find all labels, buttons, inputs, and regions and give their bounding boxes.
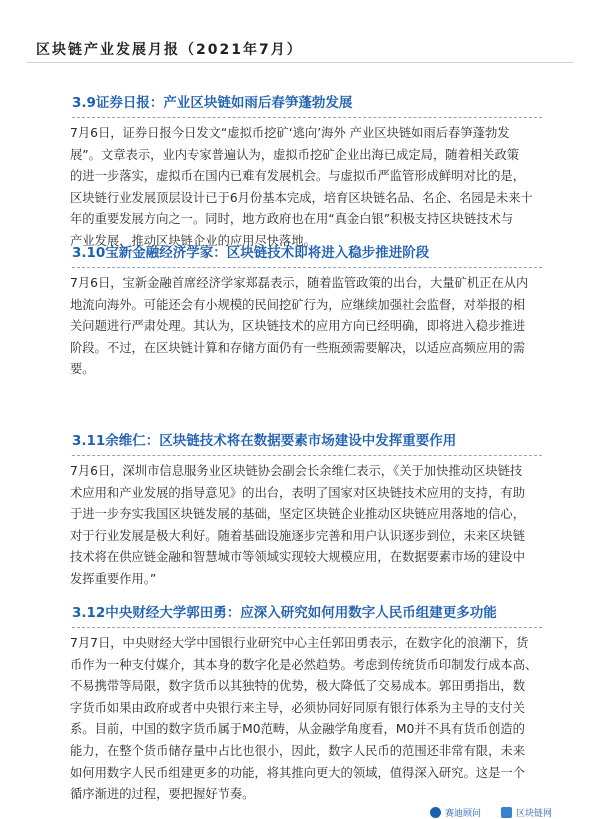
body-line: 7月6日，证券日报今日发文“虚拟币挖矿‘逃向’海外 产业区块链如雨后春笋蓬勃发 bbox=[70, 126, 510, 140]
section-title: 3.9证券日报：产业区块链如雨后春笋蓬勃发展 bbox=[72, 95, 353, 111]
body-line: 的进一步落实，虚拟币在国内已难有发展机会。与虚拟币严监管形成鲜明对比的是， bbox=[70, 169, 525, 184]
body-line: 7月6日，宝新金融首席经济学家郑磊表示，随着监管政策的出台，大量矿机正在从内 bbox=[70, 276, 529, 290]
section-body bbox=[70, 123, 542, 253]
body-line: 7月6日，深圳市信息服务业区块链协会副会长余维仁表示，《关于加快推动区块链技 bbox=[70, 464, 523, 478]
partner-logo-label: 区块链网 bbox=[516, 809, 553, 819]
body-line: 币作为一种支付媒介，其本身的数字化是必然趋势。考虑到传统货币印制发行成本高、 bbox=[70, 657, 538, 672]
body-line: 系。目前，中国的数字货币属于M0范畴，从金融学角度看，M0并不具有货币创造的 bbox=[70, 722, 525, 737]
body-line: 地流向海外。可能还会有小规模的民间挖矿行为，应继续加强社会监督，对举报的相 bbox=[70, 297, 525, 312]
partner-logo-icon bbox=[501, 807, 512, 818]
body-line: 能力，在整个货币储存量中占比也很小，因此，数字人民币的范围还非常有限，未来 bbox=[70, 743, 525, 758]
section-body bbox=[70, 633, 542, 806]
body-line: 要。 bbox=[70, 362, 95, 377]
body-line: 区块链行业发展顶层设计已于6月份基本完成，培育区块链名品、名企、名园是未来十 bbox=[70, 190, 533, 205]
body-line: 关问题进行严肃处理。其认为，区块链技术的应用方向已经明确，即将进入稳步推进 bbox=[70, 319, 525, 334]
body-line: 术应用和产业发展的指导意见》的出台，表明了国家对区块链技术应用的支持，有助 bbox=[70, 485, 525, 500]
section-divider bbox=[72, 455, 542, 456]
section-3-9 bbox=[72, 92, 542, 253]
partner-logo bbox=[501, 806, 552, 819]
body-line: 于进一步夯实我国区块链发展的基础，坚定区块链企业推动区块链应用落地的信心， bbox=[70, 507, 525, 522]
section-title: 3.11余维仁：区块链技术将在数据要素市场建设中发挥重要作用 bbox=[72, 433, 457, 449]
section-body bbox=[70, 461, 542, 591]
body-line: 年的重要发展方向之一。同时，地方政府也在用“真金白银”积极支持区块链技术与 bbox=[70, 212, 514, 227]
body-line: 循序渐进的过程，要把握好节奏。 bbox=[70, 787, 255, 802]
publisher-logo bbox=[430, 806, 481, 819]
section-3-12 bbox=[72, 602, 542, 806]
section-3-10 bbox=[72, 242, 542, 381]
publisher-logo-icon bbox=[430, 807, 441, 818]
section-body bbox=[70, 273, 542, 381]
footer-logos bbox=[430, 806, 552, 819]
section-divider bbox=[72, 117, 542, 118]
publisher-logo-label: 赛迪顾问 bbox=[445, 809, 482, 819]
body-line: 字货币如果由政府或者中央银行来主导，必须协同好同原有银行体系为主导的支付关 bbox=[70, 700, 525, 715]
section-title: 3.12中央财经大学郭田勇：应深入研究如何用数字人民币组建更多功能 bbox=[72, 605, 497, 621]
body-line: 对于行业发展是极大利好。随着基础设施逐步完善和用户认识逐步到位，未来区块链 bbox=[70, 528, 525, 543]
body-line: 如何用数字人民币组建更多的功能，将其推向更大的领域，值得深入研究。这是一个 bbox=[70, 765, 525, 780]
body-line: 技术将在供应链金融和智慧城市等领域实现较大规模应用，在数据要素市场的建设中 bbox=[70, 550, 525, 565]
body-line: 发挥重要作用。” bbox=[70, 571, 157, 586]
body-line: 7月7日，中央财经大学中国银行业研究中心主任郭田勇表示，在数字化的浪潮下，货 bbox=[70, 636, 529, 650]
section-divider bbox=[72, 627, 542, 628]
header-divider bbox=[26, 62, 574, 63]
body-line: 展”。文章表示，业内专家普遍认为，虚拟币挖矿企业出海已成定局，随着相关政策 bbox=[70, 147, 520, 162]
body-line: 阶段。不过，在区块链计算和存储方面仍有一些瓶颈需要解决，以适应高频应用的需 bbox=[70, 340, 525, 355]
section-divider bbox=[72, 267, 542, 268]
body-line: 不易携带等局限，数字货币以其独特的优势，极大降低了交易成本。郭田勇指出，数 bbox=[70, 679, 525, 694]
section-3-11 bbox=[72, 430, 542, 591]
section-title: 3.10宝新金融经济学家：区块链技术即将进入稳步推进阶段 bbox=[72, 245, 430, 261]
body-line: 产业发展，推动区块链企业的应用尽快落地。 bbox=[70, 233, 316, 248]
report-header-title: 区块链产业发展月报（2021年7月） bbox=[36, 42, 303, 58]
